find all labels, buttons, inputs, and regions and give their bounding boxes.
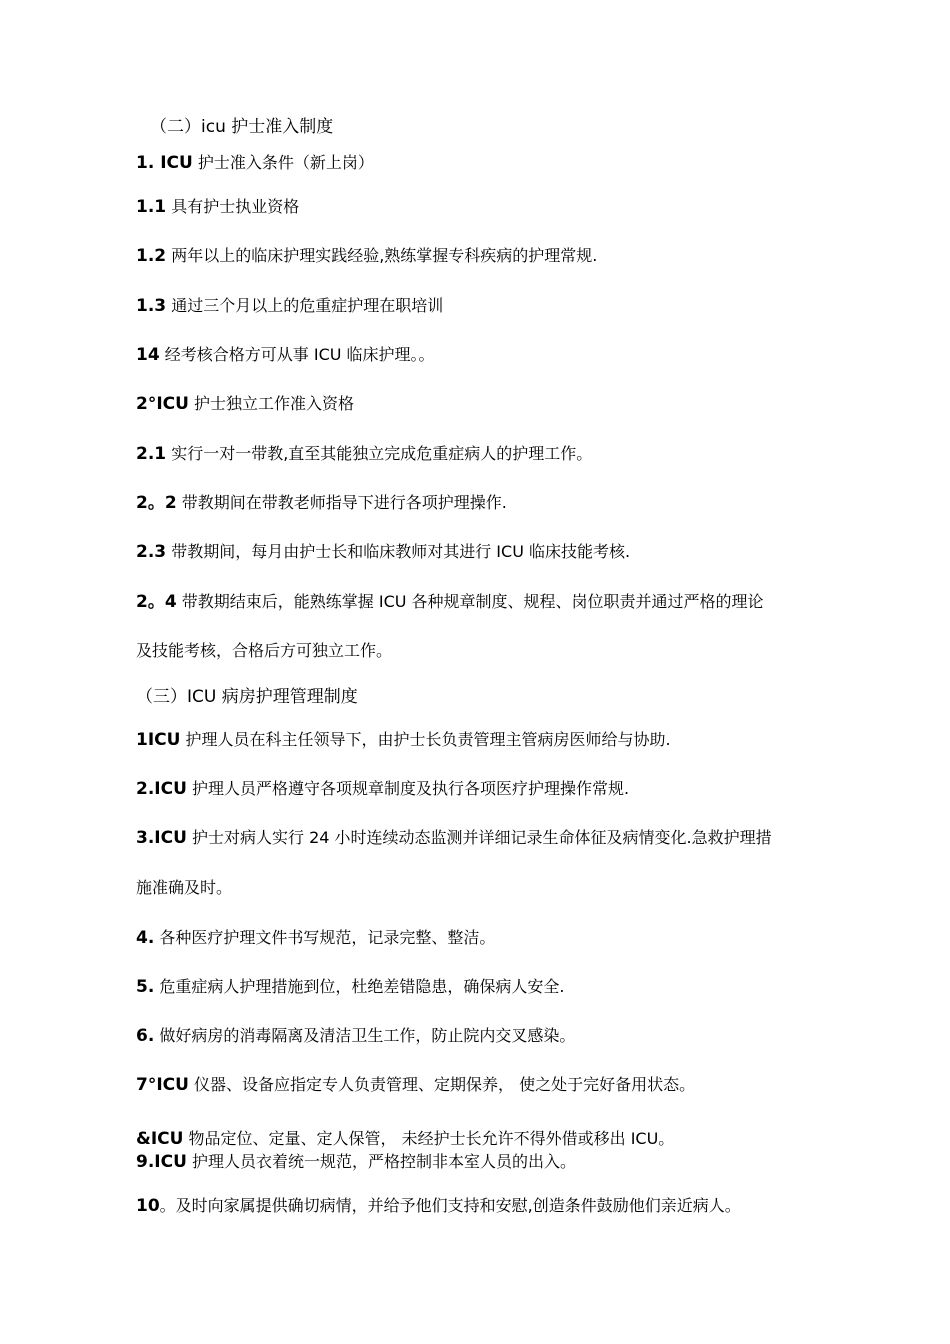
paragraph: 2.ICU 护理人员严格遵守各项规章制度及执行各项医疗护理操作常规. — [136, 779, 630, 799]
paragraph: 1.3 通过三个月以上的危重症护理在职培训 — [136, 296, 444, 316]
paragraph: &ICU 物品定位、定量、定人保管， 未经护士长允许不得外借或移出 ICU。 — [136, 1129, 675, 1149]
paragraph: 3.ICU 护士对病人实行 24 小时连续动态监测并详细记录生命体征及病情变化.急救护理措 — [136, 828, 772, 848]
paragraph: 10。及时向家属提供确切病情，并给予他们支持和安慰,创造条件鼓励他们亲近病人。 — [136, 1196, 741, 1216]
paragraph: 2.3 带教期间，每月由护士长和临床教师对其进行 ICU 临床技能考核. — [136, 542, 631, 562]
paragraph-continuation: 及技能考核，合格后方可独立工作。 — [136, 641, 393, 660]
paragraph: 2。2 带教期间在带教老师指导下进行各项护理操作. — [136, 493, 507, 513]
paragraph: 1. ICU 护士准入条件（新上岗） — [136, 153, 374, 173]
paragraph-continuation: 施准确及时。 — [136, 878, 233, 897]
paragraph: 2°ICU 护士独立工作准入资格 — [136, 394, 355, 414]
paragraph: 1.1 具有护士执业资格 — [136, 197, 300, 217]
section-heading-icu-nurse-admission: （二）icu 护士准入制度 — [150, 117, 334, 137]
paragraph: 7°ICU 仪器、设备应指定专人负责管理、定期保养， 使之处于完好备用状态。 — [136, 1075, 696, 1095]
paragraph: 5. 危重症病人护理措施到位，杜绝差错隐患，确保病人安全. — [136, 977, 565, 997]
paragraph: 1ICU 护理人员在科主任领导下，由护士长负责管理主管病房医师给与协助. — [136, 730, 671, 750]
paragraph: 14 经考核合格方可从事 ICU 临床护理。。 — [136, 345, 435, 365]
paragraph: 2.1 实行一对一带教,直至其能独立完成危重症病人的护理工作。 — [136, 444, 593, 464]
paragraph: 2。4 带教期结束后，能熟练掌握 ICU 各种规章制度、规程、岗位职责并通过严格的理论 — [136, 592, 764, 612]
paragraph: 6. 做好病房的消毒隔离及清洁卫生工作，防止院内交叉感染。 — [136, 1026, 576, 1046]
paragraph: 4. 各种医疗护理文件书写规范，记录完整、整洁。 — [136, 928, 496, 948]
section-heading-icu-ward-management: （三）ICU 病房护理管理制度 — [136, 687, 358, 707]
paragraph: 9.ICU 护理人员衣着统一规范，严格控制非本室人员的出入。 — [136, 1152, 576, 1172]
paragraph: 1.2 两年以上的临床护理实践经验,熟练掌握专科疾病的护理常规. — [136, 246, 598, 266]
